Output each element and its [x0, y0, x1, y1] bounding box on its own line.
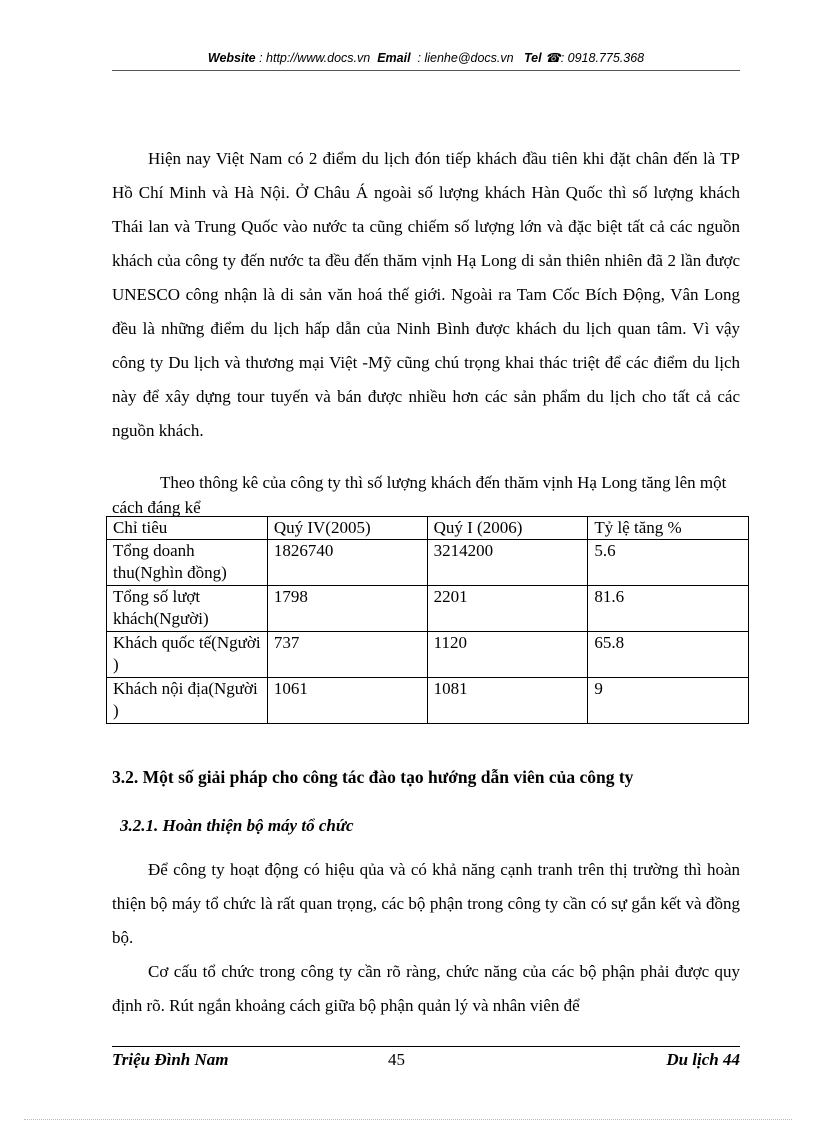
email-value: : lienhe@docs.vn — [417, 51, 514, 65]
footer-divider — [112, 1046, 740, 1047]
table-row — [107, 540, 749, 586]
table-cell: 65.8 — [588, 632, 749, 678]
page-bottom-edge — [24, 1119, 792, 1120]
table-cell: 81.6 — [588, 586, 749, 632]
table-cell: 9 — [588, 678, 749, 724]
table-cell: Khách nội địa(Người ) — [107, 678, 268, 724]
table-row — [107, 586, 749, 632]
header-divider — [112, 70, 740, 71]
body-paragraph-3: Cơ cấu tổ chức trong công ty cần rõ ràng, chức năng của các bộ phận phải được quy định rõ. Rút ngắn khoảng cách giữa bộ phận quản lý và nhân viên để — [112, 962, 740, 1015]
tel-label: Tel — [524, 51, 542, 65]
footer-author: Triệu Đình Nam — [112, 1050, 229, 1069]
table-cell: 1061 — [267, 678, 427, 724]
table-cell: 1081 — [427, 678, 588, 724]
table-cell: 5.6 — [588, 540, 749, 586]
table-cell: 1798 — [267, 586, 427, 632]
body-paragraph-2: Để công ty hoạt động có hiệu qủa và có khả năng cạnh tranh trên thị trường thì hoàn thiện bộ máy tổ chức là rất quan trọng, các bộ phận trong công ty cần có sự gắn kết và đồng bộ. — [112, 860, 740, 947]
table-header-row — [107, 517, 749, 540]
table-cell: Tổng số lượt khách(Người) — [107, 586, 268, 632]
table-cell: 737 — [267, 632, 427, 678]
table-cell: 1120 — [427, 632, 588, 678]
tel-value: : 0918.775.368 — [560, 51, 645, 65]
table-header-cell: Quý IV(2005) — [267, 517, 427, 540]
table-intro: Theo thông kê của công ty thì số lượng khách đến thăm vịnh Hạ Long tăng lên một cách đáng kể — [112, 473, 727, 517]
table-row — [107, 678, 749, 724]
table-cell: Tổng doanh thu(Nghìn đồng) — [107, 540, 268, 586]
footer-course: Du lịch 44 — [666, 1050, 740, 1069]
table-cell: 2201 — [427, 586, 588, 632]
table-cell: 3214200 — [427, 540, 588, 586]
website-value: : http://www.docs.vn — [259, 51, 371, 65]
page-header — [112, 50, 740, 65]
statistics-table — [106, 516, 749, 724]
body-paragraph-1: Hiện nay Việt Nam có 2 điểm du lịch đón tiếp khách đầu tiên khi đặt chân đến là TP Hồ Chí Minh và Hà Nội. Ở Châu Á ngoài số lượng khách Hàn Quốc thì số lượng khách Thái lan và Trung Quốc vào nước ta cũng chiếm số lượng lớn và đặc biệt tất cả các nguồn khách của công ty đến nước ta đều đến thăm vịnh Hạ Long di sản thiên nhiên đã 2 lần được UNESCO công nhận là di sản văn hoá thế giới. Ngoài ra Tam Cốc Bích Động, Vân Long đều là những điểm du lịch hấp dẫn của Ninh Bình được khách du lịch quan tâm. Vì vậy công ty Du lịch và thương mại Việt -Mỹ cũng chú trọng khai thác triệt để các điểm du lịch này để xây dựng tour tuyến và bán được nhiều hơn các sản phẩm du lịch cho tất cả các nguồn khách. — [112, 149, 740, 440]
telephone-icon: ☎ — [545, 51, 561, 65]
table-cell: Khách quốc tế(Người ) — [107, 632, 268, 678]
website-label: Website — [207, 51, 256, 65]
subsection-heading: 3.2.1. Hoàn thiện bộ máy tổ chức — [120, 816, 354, 835]
table-header-cell: Quý I (2006) — [427, 517, 588, 540]
section-heading: 3.2. Một số giải pháp cho công tác đào tạo hướng dẫn viên của công ty — [112, 767, 634, 787]
email-label: Email — [377, 51, 411, 65]
page-number: 45 — [388, 1050, 405, 1069]
table-row — [107, 632, 749, 678]
table-header-cell: Chỉ tiêu — [107, 517, 268, 540]
table-header-cell: Tỷ lệ tăng % — [588, 517, 749, 540]
table-cell: 1826740 — [267, 540, 427, 586]
